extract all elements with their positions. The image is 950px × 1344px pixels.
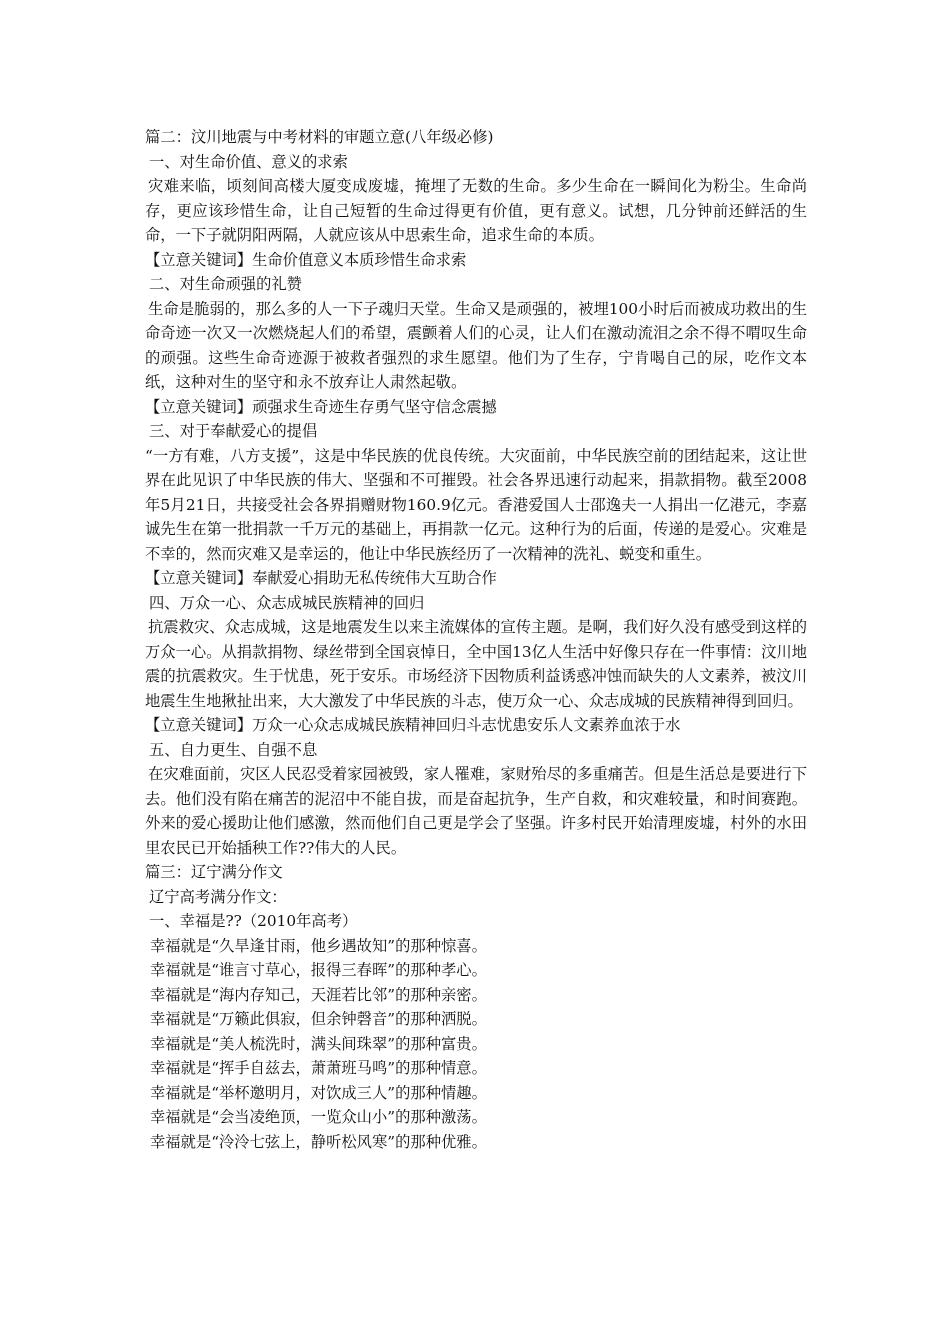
body-paragraph: “一方有难，八方支援”，这是中华民族的优良传统。大灾面前，中华民族空前的团结起来，这让世界在此见识了中华民族的伟大、坚强和不可摧毁。社会各界迅速行动起来，捐款捐物。截至2008年5月21日，共接受社会各界捐赠财物160.9亿元。香港爱国人士邵逸夫一人捐出一亿港元，李嘉诚先生在第一批捐款一千万元的基础上，再捐款一亿元。这种行为的后面，传递的是爱心。灾难是不幸的，然而灾难又是幸运的，他让中华民族经历了一次精神的洗礼、蜕变和重生。 — [145, 446, 807, 563]
body-paragraph: 灾难来临，顷刻间高楼大厦变成废墟，掩埋了无数的生命。多少生命在一瞬间化为粉尘。生命尚存，更应该珍惜生命，让自己短暂的生命过得更有价值，更有意义。试想，几分钟前还鲜活的生命，一下子就阴阳两隔，人就应该从中思索生命，追求生命的本质。 — [145, 177, 807, 244]
subsection-heading: 二、对生命顽强的礼赞 — [149, 275, 302, 293]
keyword-line: 【立意关键词】生命价值意义本质珍惜生命求索 — [145, 250, 467, 269]
body-paragraph: 抗震救灾、众志成城，这是地震发生以来主流媒体的宣传主题。是啊，我们好久没有感受到这样的万众一心。从捐款捐物、绿丝带到全国哀悼日，全中国13亿人生活中好像只存在一件事情：汶川地震的抗震救灾。生于忧患，死于安乐。市场经济下因物质利益诱惑冲蚀而缺失的人文素养，被汶川地震生生地揪扯出来，大大激发了中华民族的斗志，使万众一心、众志成城的民族精神得到回归。 — [145, 618, 807, 710]
keyword-line: 【立意关键词】奉献爱心捐助无私传统伟大互助合作 — [145, 569, 497, 587]
subsection-heading: 一、幸福是??（2010年高考） — [149, 912, 358, 930]
body-paragraph: 生命是脆弱的，那么多的人一下子魂归天堂。生命又是顽强的，被埋100小时后而被成功救出的生命奇迹一次又一次燃烧起人们的希望，震颤着人们的心灵，让人们在激动流泪之余不得不喟叹生命的顽强。这些生命奇迹源于被救者强烈的求生愿望。他们为了生存，宁肯喝自己的尿，吃作文本纸，这种对生的坚守和永不放弃让人肃然起敬。 — [145, 299, 807, 391]
subsection-heading: 一、对生命价值、意义的求索 — [149, 152, 348, 171]
happiness-line: 幸福就是“举杯邀明月，对饮成三人”的那种情趣。 — [150, 1083, 487, 1102]
section-heading: 篇二：汶川地震与中考材料的审题立意(八年级必修) — [145, 128, 494, 146]
happiness-line: 幸福就是“谁言寸草心，报得三春晖”的那种孝心。 — [150, 961, 487, 979]
body-paragraph: 在灾难面前，灾区人民忍受着家园被毁，家人罹难，家财殆尽的多重痛苦。但是生活总是要进行下去。他们没有陷在痛苦的泥沼中不能自拔，而是奋起抗争，生产自救，和灾难较量，和时间赛跑。外来的爱心援助让他们感激，然而他们自己更是学会了坚强。许多村民开始清理废墟，村外的水田里农民已开始插秧工作??伟大的人民。 — [145, 765, 807, 857]
happiness-line: 幸福就是“泠泠七弦上，静听松风寒”的那种优雅。 — [150, 1132, 487, 1151]
happiness-line: 幸福就是“美人梳洗时，满头间珠翠”的那种富贵。 — [150, 1034, 487, 1053]
section-heading: 篇三：辽宁满分作文 — [145, 863, 283, 881]
subsection-heading: 四、万众一心、众志成城民族精神的回归 — [149, 593, 425, 612]
happiness-line: 幸福就是“挥手自兹去，萧萧班马鸣”的那种情意。 — [150, 1059, 487, 1077]
keyword-line: 【立意关键词】万众一心众志成城民族精神回归斗志忧患安乐人文素养血浓于水 — [145, 716, 681, 734]
happiness-line: 幸福就是“海内存知己，天涯若比邻”的那种亲密。 — [150, 985, 487, 1004]
happiness-line: 幸福就是“万籁此俱寂，但余钟磬音”的那种洒脱。 — [150, 1010, 487, 1028]
subsection-heading: 辽宁高考满分作文： — [149, 887, 287, 906]
subsection-heading: 三、对于奉献爱心的提倡 — [149, 422, 318, 440]
happiness-line: 幸福就是“久旱逢甘雨，他乡遇故知”的那种惊喜。 — [150, 936, 487, 955]
happiness-line: 幸福就是“会当凌绝顶，一览众山小”的那种激荡。 — [150, 1108, 487, 1126]
keyword-line: 【立意关键词】顽强求生奇迹生存勇气坚守信念震撼 — [145, 397, 497, 416]
document-body — [145, 125, 807, 1154]
subsection-heading: 五、自力更生、自强不息 — [149, 740, 318, 759]
